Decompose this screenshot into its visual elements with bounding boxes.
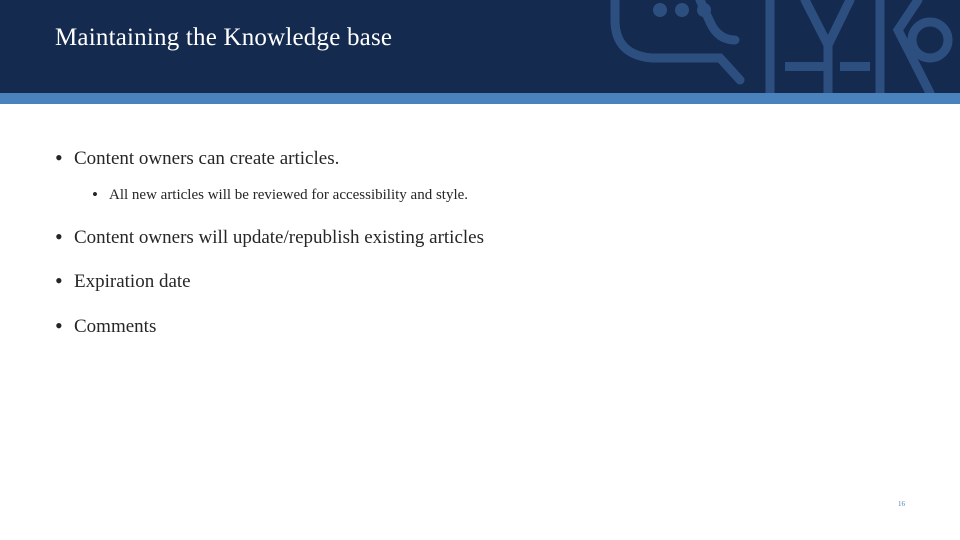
bullet-text: Comments (74, 316, 157, 337)
bullet-text: Content owners can create articles. (74, 148, 340, 169)
bullet-dot: • (55, 145, 63, 170)
bullet-text: Content owners will update/republish existing articles (74, 227, 485, 248)
slide-title: Maintaining the Knowledge base (55, 24, 393, 51)
bullet-text: All new articles will be reviewed for accessibility and style. (109, 187, 469, 203)
bullet-dot: • (55, 268, 63, 293)
bullet-dot: • (55, 224, 63, 249)
page-number: 16 (898, 500, 905, 508)
bullet-dot: • (92, 185, 98, 204)
bullet-dot: • (55, 313, 63, 338)
bullet-text: Expiration date (74, 271, 191, 292)
